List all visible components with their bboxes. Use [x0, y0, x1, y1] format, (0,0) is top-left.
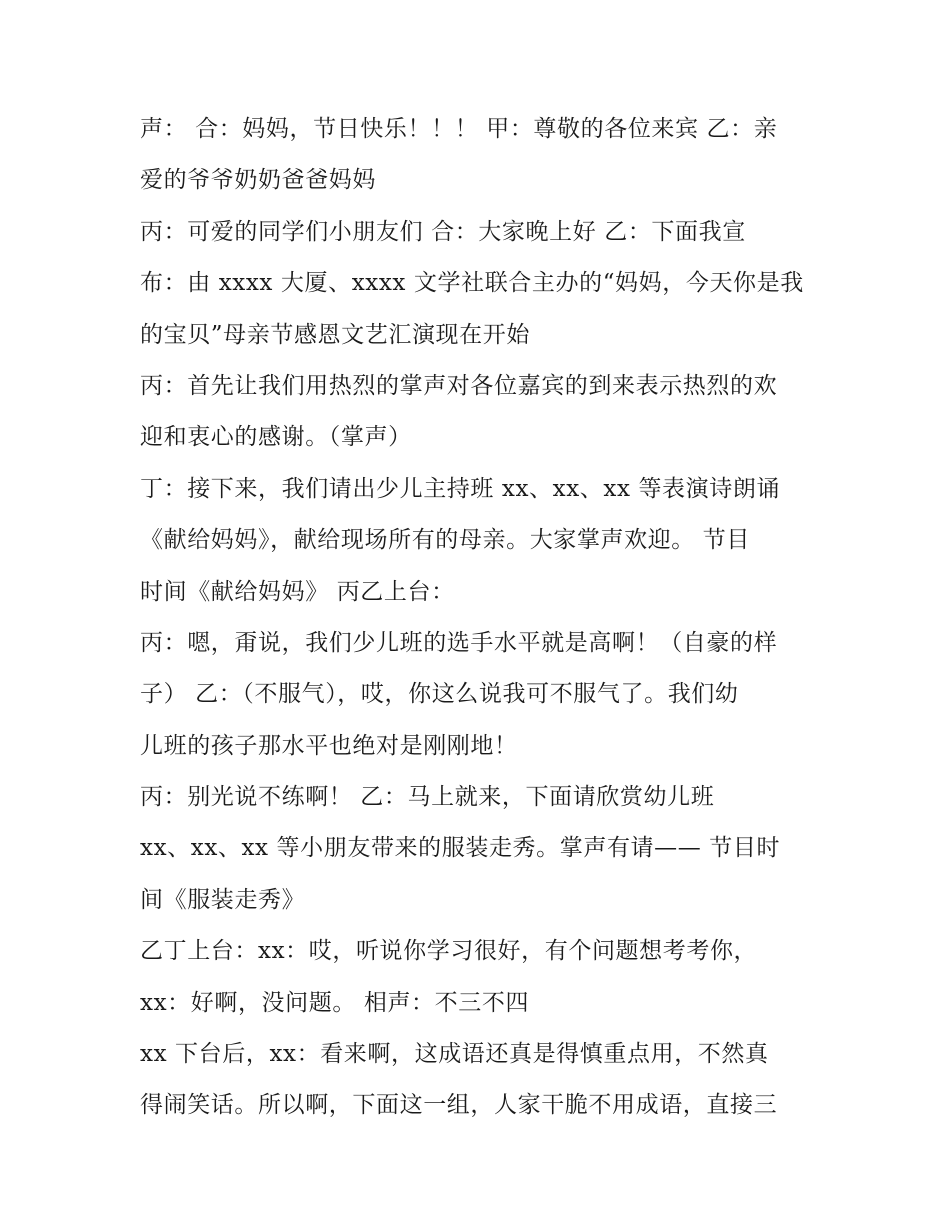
text-line: 间《服装走秀》 [140, 886, 306, 913]
text-line: 迎和衷心的感谢。（掌声） [140, 424, 412, 451]
text-line: 《献给妈妈》，献给现场所有的母亲。大家掌声欢迎。 节目 [140, 527, 751, 554]
text-line: xx、xx、xx 等小朋友带来的服装走秀。掌声有请—— 节目时 [140, 835, 781, 862]
text-line: 子） 乙：（不服气），哎，你这么说我可不服气了。我们幼 [140, 681, 739, 708]
text-line: 丙：首先让我们用热烈的掌声对各位嘉宾的到来表示热烈的欢 [140, 372, 778, 399]
text-line: 丙：嗯，甭说，我们少儿班的选手水平就是高啊！（自豪的样 [140, 629, 778, 656]
text-line: 的宝贝”母亲节感恩文艺汇演现在开始 [140, 321, 530, 348]
text-line: 声： 合：妈妈，节日快乐！！！ 甲：尊敬的各位来宾 乙：亲 [140, 116, 778, 142]
text-line: 爱的爷爷奶奶爸爸妈妈 [140, 167, 376, 194]
text-line: xx：好啊，没问题。 相声：不三不四 [140, 989, 530, 1016]
text-line: 丙：可爱的同学们小朋友们 合：大家晚上好 乙：下面我宣 [140, 218, 746, 245]
text-line: 得闹笑话。所以啊，下面这一组，人家干脆不用成语，直接三 [140, 1092, 778, 1119]
body-text [140, 104, 830, 1132]
text-line: 儿班的孩子那水平也绝对是刚刚地！ [140, 732, 518, 759]
text-line: xx 下台后，xx：看来啊，这成语还真是得慎重点用，不然真 [140, 1041, 769, 1068]
text-line: 布：由 xxxx 大厦、xxxx 文学社联合主办的“妈妈，今天你是我 [140, 270, 804, 297]
text-line: 乙丁上台：xx：哎，听说你学习很好，有个问题想考考你， [140, 938, 758, 965]
text-line: 丁：接下来，我们请出少儿主持班 xx、xx、xx 等表演诗朗诵 [140, 475, 781, 502]
text-line: 丙：别光说不练啊！ 乙：马上就来，下面请欣赏幼儿班 [140, 784, 715, 811]
text-line: 时间《献给妈妈》 丙乙上台： [140, 578, 455, 605]
